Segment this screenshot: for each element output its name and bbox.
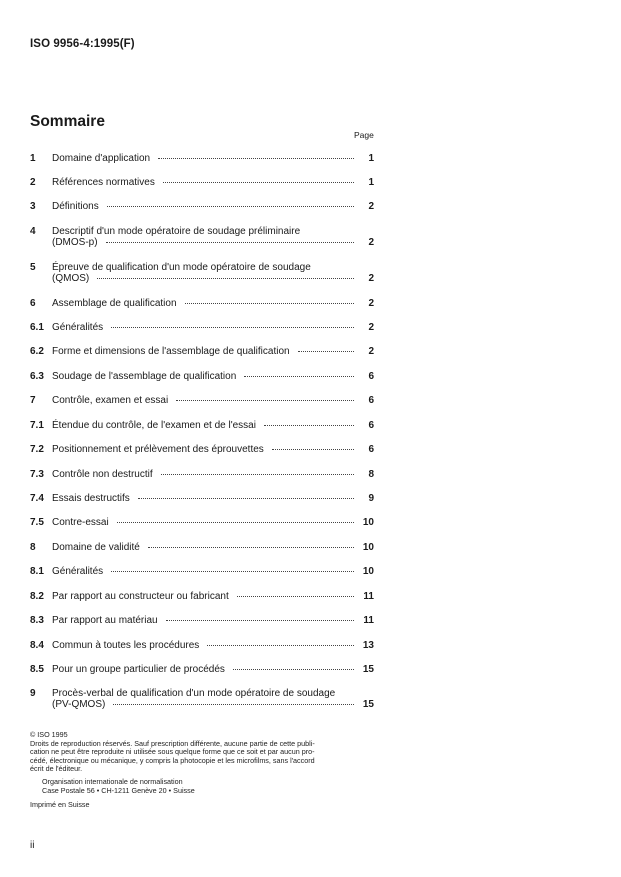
dot-leader bbox=[148, 547, 354, 548]
toc-entry-page: 11 bbox=[363, 615, 374, 626]
toc-entry-line bbox=[52, 444, 374, 455]
toc-entry-page: 2 bbox=[368, 322, 374, 333]
toc-entry-page: 10 bbox=[362, 542, 374, 553]
toc-entry-number: 7.2 bbox=[30, 444, 44, 455]
toc-entry-number: 8.2 bbox=[30, 591, 44, 602]
toc-entry-title: Par rapport au constructeur ou fabricant bbox=[52, 591, 229, 602]
dot-leader bbox=[163, 182, 354, 183]
dot-leader bbox=[111, 327, 354, 328]
toc-entry-page: 6 bbox=[368, 395, 374, 406]
toc-entry-title: Par rapport au matériau bbox=[52, 615, 158, 626]
toc-entry-page: 15 bbox=[362, 664, 374, 675]
copyright-symbol-line: © ISO 1995 bbox=[30, 730, 68, 739]
dot-leader bbox=[233, 669, 354, 670]
dot-leader bbox=[158, 158, 354, 159]
toc-entry-number: 9 bbox=[30, 688, 36, 699]
toc-entry-title: Références normatives bbox=[52, 177, 155, 188]
dot-leader bbox=[237, 596, 354, 597]
dot-leader bbox=[185, 303, 354, 304]
toc-entry-number: 6.1 bbox=[30, 322, 44, 333]
organization-name: Organisation internationale de normalisation bbox=[42, 776, 183, 786]
toc-entry-number: 5 bbox=[30, 262, 36, 273]
toc-entry-title: Essais destructifs bbox=[52, 493, 130, 504]
toc-entry-page: 10 bbox=[362, 517, 374, 528]
dot-leader bbox=[176, 400, 354, 401]
toc-entry-page: 1 bbox=[368, 153, 374, 164]
toc-entry-number: 4 bbox=[30, 226, 36, 237]
toc-entry-page: 2 bbox=[368, 237, 374, 248]
toc-entry-line bbox=[52, 177, 374, 188]
toc-entry-title: Commun à toutes les procédures bbox=[52, 640, 200, 651]
toc-entry-title: (DMOS-p) bbox=[52, 237, 98, 248]
toc-entry-title: Procès-verbal de qualification d'un mode opératoire de soudage bbox=[52, 688, 336, 699]
dot-leader bbox=[244, 376, 354, 377]
dot-leader bbox=[111, 571, 354, 572]
toc-entry-line bbox=[52, 493, 374, 504]
toc-entry-line bbox=[52, 566, 374, 577]
toc-entry-line bbox=[52, 273, 374, 284]
dot-leader bbox=[117, 522, 354, 523]
dot-leader bbox=[97, 278, 354, 279]
toc-entry-title: Contrôle, examen et essai bbox=[52, 395, 169, 406]
toc-entry-number: 7.3 bbox=[30, 469, 44, 480]
toc-entry-title: Domaine d'application bbox=[52, 153, 151, 164]
toc-entry-line bbox=[52, 420, 374, 431]
dot-leader bbox=[207, 645, 354, 646]
toc-entry-title: Épreuve de qualification d'un mode opératoire de soudage bbox=[52, 262, 311, 273]
dot-leader bbox=[264, 425, 354, 426]
toc-entry-line bbox=[52, 201, 374, 212]
toc-entry-number: 7.4 bbox=[30, 493, 44, 504]
toc-entry-line bbox=[52, 153, 374, 164]
toc-entry-number: 1 bbox=[30, 153, 36, 164]
toc-entry-page: 13 bbox=[362, 640, 374, 651]
toc-entry-title: Descriptif d'un mode opératoire de soudage préliminaire bbox=[52, 226, 301, 237]
toc-entry-line bbox=[52, 699, 374, 710]
toc-page-column-heading: Page bbox=[354, 130, 374, 140]
toc-entry-number: 8 bbox=[30, 542, 36, 553]
toc-entry-page: 6 bbox=[368, 371, 374, 382]
toc-entry-number: 8.5 bbox=[30, 664, 44, 675]
toc-entry-number: 7.5 bbox=[30, 517, 44, 528]
document-reference: ISO 9956-4:1995(F) bbox=[30, 38, 135, 50]
toc-entry-page: 15 bbox=[362, 699, 374, 710]
toc-entry-number: 7 bbox=[30, 395, 36, 406]
toc-entry-page: 11 bbox=[363, 591, 374, 602]
toc-entry-title: (PV-QMOS) bbox=[52, 699, 106, 710]
toc-entry-line bbox=[52, 395, 374, 406]
toc-entry-title: Domaine de validité bbox=[52, 542, 140, 553]
toc-entry-line bbox=[52, 542, 374, 553]
toc-entry-title: Pour un groupe particulier de procédés bbox=[52, 664, 225, 675]
printed-in: Imprimé en Suisse bbox=[30, 800, 90, 810]
page-number: ii bbox=[30, 840, 35, 851]
rights-line: cation ne peut être reproduite ni utilisée sous quelque forme que ce soit et par aucun pro- bbox=[30, 747, 315, 757]
toc-entry-page: 2 bbox=[368, 201, 374, 212]
toc-entry-line bbox=[52, 262, 374, 273]
toc-entry-title: Soudage de l'assemblage de qualification bbox=[52, 371, 237, 382]
toc-entry-line bbox=[52, 591, 374, 602]
dot-leader bbox=[166, 620, 354, 621]
toc-entry-line bbox=[52, 517, 374, 528]
toc-entry-line bbox=[52, 237, 374, 248]
organization-address: Case Postale 56 • CH-1211 Genève 20 • Suisse bbox=[42, 785, 195, 795]
copyright-notice bbox=[30, 731, 376, 810]
dot-leader bbox=[106, 242, 354, 243]
toc-entry-title: Étendue du contrôle, de l'examen et de l'essai bbox=[52, 420, 256, 431]
toc-entry-number: 8.4 bbox=[30, 640, 44, 651]
rights-line: cédé, électronique ou mécanique, y compris la photocopie et les microfilms, sans l'accord bbox=[30, 755, 315, 765]
toc-entry-number: 3 bbox=[30, 201, 36, 212]
toc-entry-line bbox=[52, 615, 374, 626]
toc-entry-line bbox=[52, 664, 374, 675]
toc-entry-page: 2 bbox=[368, 273, 374, 284]
toc-entry-page: 6 bbox=[368, 420, 374, 431]
toc-entry-number: 8.3 bbox=[30, 615, 44, 626]
rights-line: Droits de reproduction réservés. Sauf prescription différente, aucune partie de cette publi- bbox=[30, 738, 315, 748]
toc-entry-line bbox=[52, 322, 374, 333]
toc-entry-line bbox=[52, 346, 374, 357]
toc-entry-line bbox=[52, 371, 374, 382]
toc-entry-number: 6.2 bbox=[30, 346, 44, 357]
toc-entry-title: (QMOS) bbox=[52, 273, 90, 284]
toc-entry-line bbox=[52, 688, 374, 699]
toc-entry-title: Généralités bbox=[52, 322, 104, 333]
toc-entry-title: Contre-essai bbox=[52, 517, 109, 528]
toc-entry-number: 8.1 bbox=[30, 566, 44, 577]
toc-entry-page: 8 bbox=[368, 469, 374, 480]
toc-entry-line bbox=[52, 298, 374, 309]
rights-line: écrit de l'éditeur. bbox=[30, 764, 83, 774]
toc-entry-title: Forme et dimensions de l'assemblage de qualification bbox=[52, 346, 290, 357]
toc-entry-line bbox=[52, 640, 374, 651]
toc-entry-page: 2 bbox=[368, 346, 374, 357]
dot-leader bbox=[107, 206, 354, 207]
toc-entry-line bbox=[52, 469, 374, 480]
toc-entry-number: 6 bbox=[30, 298, 36, 309]
toc-entry-page: 6 bbox=[368, 444, 374, 455]
toc-entry-number: 6.3 bbox=[30, 371, 44, 382]
dot-leader bbox=[113, 704, 354, 705]
toc-entry-page: 9 bbox=[368, 493, 374, 504]
dot-leader bbox=[161, 474, 354, 475]
toc-entry-number: 2 bbox=[30, 177, 36, 188]
toc-entry-page: 10 bbox=[362, 566, 374, 577]
toc-entry-title: Positionnement et prélèvement des éprouvettes bbox=[52, 444, 264, 455]
toc-entry-title: Définitions bbox=[52, 201, 99, 212]
dot-leader bbox=[272, 449, 354, 450]
toc-entry-title: Généralités bbox=[52, 566, 104, 577]
dot-leader bbox=[138, 498, 354, 499]
toc-entry-title: Contrôle non destructif bbox=[52, 469, 153, 480]
toc-entry-line bbox=[52, 226, 374, 237]
toc-entry-title: Assemblage de qualification bbox=[52, 298, 177, 309]
toc-entry-page: 2 bbox=[368, 298, 374, 309]
dot-leader bbox=[298, 351, 354, 352]
toc-entry-number: 7.1 bbox=[30, 420, 44, 431]
toc-title: Sommaire bbox=[30, 113, 105, 130]
toc-entry-page: 1 bbox=[368, 177, 374, 188]
